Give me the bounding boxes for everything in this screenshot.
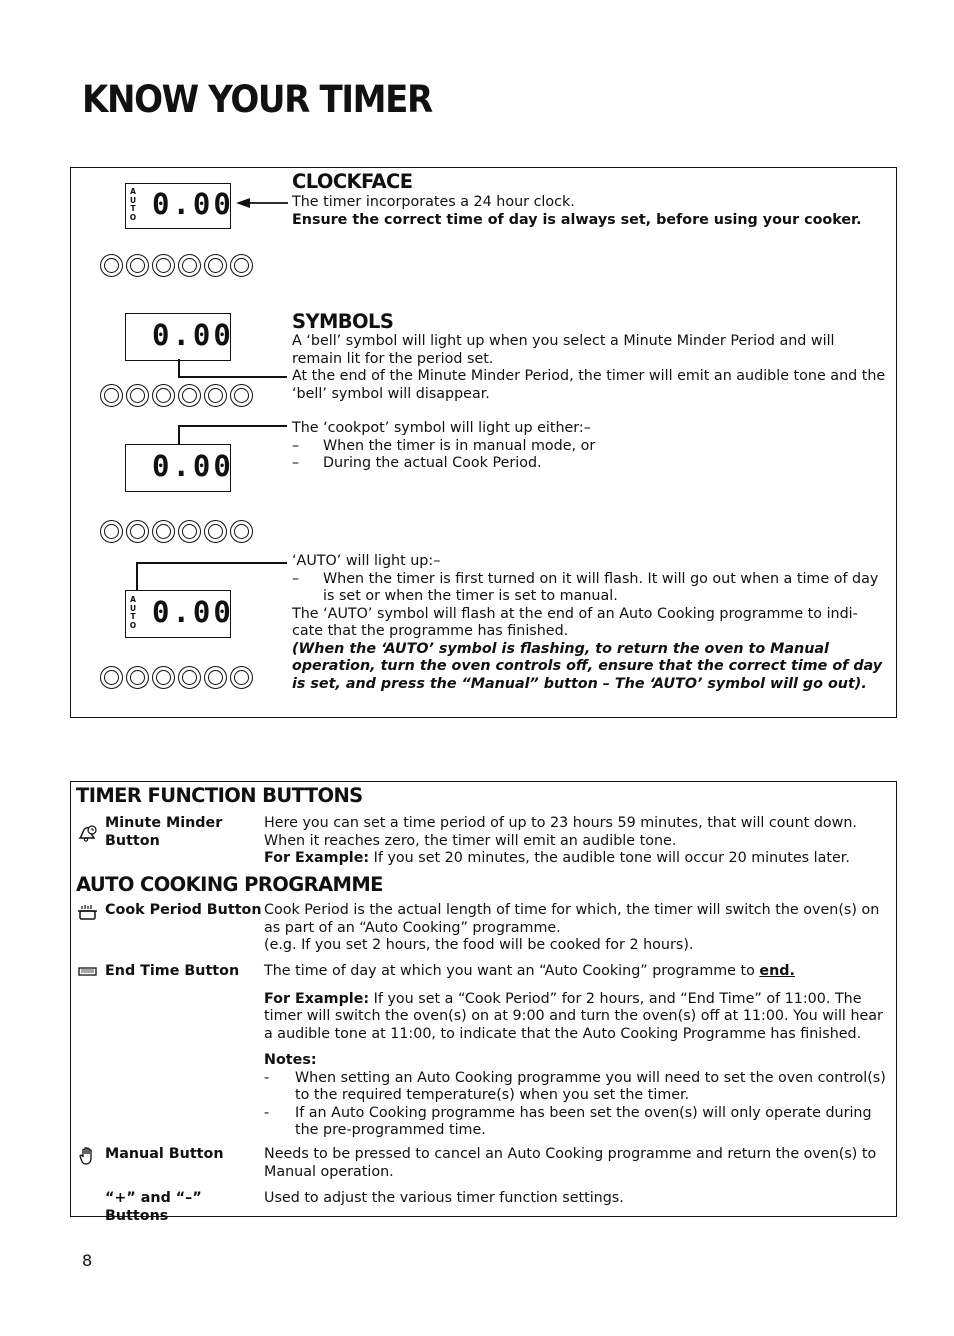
cook-period-example: (e.g. If you set 2 hours, the food will be cooked for 2 hours).	[264, 937, 694, 953]
display-digits: 0.00	[152, 449, 234, 483]
auto-letter: A	[130, 187, 136, 196]
timer-button[interactable]	[126, 666, 149, 689]
end-time-icon	[77, 963, 99, 983]
auto-letter: U	[129, 195, 137, 205]
end-time-description	[264, 963, 890, 1140]
auto-item	[292, 571, 888, 606]
clockface-warning: Ensure the correct time of day is always set, before using your cooker.	[292, 211, 862, 228]
notes-label: Notes:	[264, 1052, 317, 1068]
end-time-label: End Time Button	[105, 963, 240, 979]
auto-letter: U	[129, 603, 137, 613]
bell-paragraph: A ‘bell’ symbol will light up when you select a Minute Minder Period and will remain lit for the period set.	[292, 333, 835, 367]
note-text: If an Auto Cooking programme has been set the oven(s) will only operate during the pre-programmed time.	[295, 1104, 872, 1138]
auto-paragraph: The ‘AUTO’ symbol will flash at the end of an Auto Cooking programme to indi-cate that the programme has finished.	[292, 605, 858, 639]
timer-buttons-row	[100, 384, 253, 407]
timer-button[interactable]	[126, 520, 149, 543]
timer-button[interactable]	[204, 666, 227, 689]
dash-marker: –	[292, 437, 300, 454]
bell-paragraph: At the end of the Minute Minder Period, the timer will emit an audible tone and the ‘bell’ symbol will disappear.	[292, 368, 886, 402]
timer-button[interactable]	[178, 520, 201, 543]
end-time-example	[264, 991, 890, 1044]
display-digits: 0.00	[152, 187, 234, 221]
timer-button[interactable]	[178, 384, 201, 407]
timer-button[interactable]	[152, 384, 175, 407]
display-digits: 0.00	[152, 595, 234, 629]
example-text: If you set a “Cook Period” for 2 hours, and “End Time” of 11:00. The timer will switch the oven(s) on at 9:00 and turn the oven(s) off at 11:00. You will hear a audible tone at 11:00, to indicate that the Auto Cooking Programme has finished.	[264, 990, 883, 1042]
timer-display-cookpot	[125, 444, 234, 492]
auto-letter: A	[130, 595, 136, 604]
auto-intro: ‘AUTO’ will light up:–	[292, 553, 441, 569]
timer-button[interactable]	[230, 384, 253, 407]
note-marker: -	[264, 1069, 270, 1086]
timer-button[interactable]	[126, 254, 149, 277]
cookpot-pointer-line	[178, 425, 180, 445]
timer-display-bell	[125, 313, 234, 361]
timer-button[interactable]	[178, 254, 201, 277]
minute-minder-text: Here you can set a time period of up to 23 hours 59 minutes, that will count down. When it reaches zero, the timer will emit an audible tone.	[264, 815, 857, 849]
auto-cooking-heading: AUTO COOKING PROGRAMME	[76, 873, 383, 896]
example-label: For Example:	[264, 990, 370, 1007]
timer-button[interactable]	[204, 254, 227, 277]
cookpot-item	[292, 455, 888, 473]
dash-marker: –	[292, 570, 300, 587]
plus-minus-label: “+” and “–” Buttons	[105, 1190, 202, 1224]
timer-button[interactable]	[100, 384, 123, 407]
cookpot-icon	[77, 903, 99, 923]
page-title: KNOW YOUR TIMER	[82, 78, 432, 121]
timer-buttons-row	[100, 254, 253, 277]
bell-pointer-line	[178, 376, 287, 378]
auto-indicator	[129, 596, 137, 630]
timer-button[interactable]	[230, 520, 253, 543]
cookpot-item-text: During the actual Cook Period.	[323, 455, 542, 471]
cookpot-pointer-line	[178, 425, 287, 427]
bell-pointer-line	[178, 359, 180, 377]
cook-period-label: Cook Period Button	[105, 902, 262, 918]
auto-item-text: When the timer is first turned on it will flash. It will go out when a time of day is set or when the timer is set to manual.	[323, 570, 879, 604]
clockface-line: The timer incorporates a 24 hour clock.	[292, 194, 575, 210]
auto-letter: O	[129, 212, 137, 222]
minute-minder-description	[264, 815, 890, 868]
timer-functions-heading: TIMER FUNCTION BUTTONS	[76, 784, 363, 807]
timer-button[interactable]	[100, 254, 123, 277]
example-text: If you set 20 minutes, the audible tone will occur 20 minutes later.	[369, 850, 850, 866]
timer-button[interactable]	[204, 520, 227, 543]
timer-button[interactable]	[230, 254, 253, 277]
auto-text	[292, 553, 888, 693]
timer-display-auto	[125, 590, 234, 638]
timer-button[interactable]	[152, 254, 175, 277]
minute-minder-label: Minute Minder Button	[105, 815, 223, 849]
symbols-heading: SYMBOLS	[292, 310, 394, 333]
timer-button[interactable]	[204, 384, 227, 407]
end-time-end-word: end.	[759, 963, 795, 979]
timer-buttons-row	[100, 666, 253, 689]
timer-button[interactable]	[100, 520, 123, 543]
cookpot-intro: The ‘cookpot’ symbol will light up either:–	[292, 420, 591, 436]
example-label: For Example:	[264, 850, 370, 866]
page-number: 8	[82, 1251, 93, 1270]
clockface-text	[292, 194, 888, 229]
bell-icon	[77, 823, 99, 843]
auto-pointer-line	[136, 562, 287, 564]
manual-description: Needs to be pressed to cancel an Auto Cooking programme and return the oven(s) to Manual operation.	[264, 1146, 877, 1180]
end-time-text	[264, 963, 890, 981]
plus-minus-description: Used to adjust the various timer function settings.	[264, 1190, 624, 1206]
clockface-heading: CLOCKFACE	[292, 170, 413, 193]
note-item	[264, 1105, 890, 1140]
auto-letter: T	[130, 204, 136, 214]
note-marker: -	[264, 1104, 270, 1121]
cook-period-text: Cook Period is the actual length of time for which, the timer will switch the oven(s) on as part of an “Auto Cooking” programme.	[264, 902, 880, 936]
cookpot-text	[292, 420, 888, 473]
timer-button[interactable]	[100, 666, 123, 689]
end-time-desc: The time of day at which you want an “Auto Cooking” programme to	[264, 963, 760, 979]
auto-indicator	[129, 188, 137, 222]
cookpot-item	[292, 438, 888, 456]
timer-button[interactable]	[152, 666, 175, 689]
note-text: When setting an Auto Cooking programme you will need to set the oven control(s) to the required temperature(s) when you set the timer.	[295, 1069, 886, 1103]
auto-letter: T	[130, 612, 136, 622]
bell-text	[292, 333, 888, 403]
cook-period-description	[264, 902, 890, 955]
arrow-icon	[236, 196, 290, 210]
timer-button[interactable]	[230, 666, 253, 689]
timer-button[interactable]	[126, 384, 149, 407]
dash-marker: –	[292, 455, 300, 471]
cookpot-item-text: When the timer is in manual mode, or	[323, 437, 596, 454]
note-item	[264, 1070, 890, 1105]
minute-minder-example	[264, 850, 890, 868]
auto-note: (When the ‘AUTO’ symbol is flashing, to return the oven to Manual operation, turn the oven controls off, ensure that the correct time of day is set, and press the “Manual” button – The ‘AUTO’ symbol will go out).	[292, 640, 883, 692]
hand-icon	[78, 1146, 100, 1166]
timer-buttons-row	[100, 520, 253, 543]
auto-letter: O	[129, 620, 137, 630]
auto-pointer-line	[136, 562, 138, 591]
timer-button[interactable]	[178, 666, 201, 689]
manual-label: Manual Button	[105, 1146, 224, 1162]
timer-button[interactable]	[152, 520, 175, 543]
display-digits: 0.00	[152, 318, 234, 352]
timer-display-auto	[125, 183, 234, 229]
